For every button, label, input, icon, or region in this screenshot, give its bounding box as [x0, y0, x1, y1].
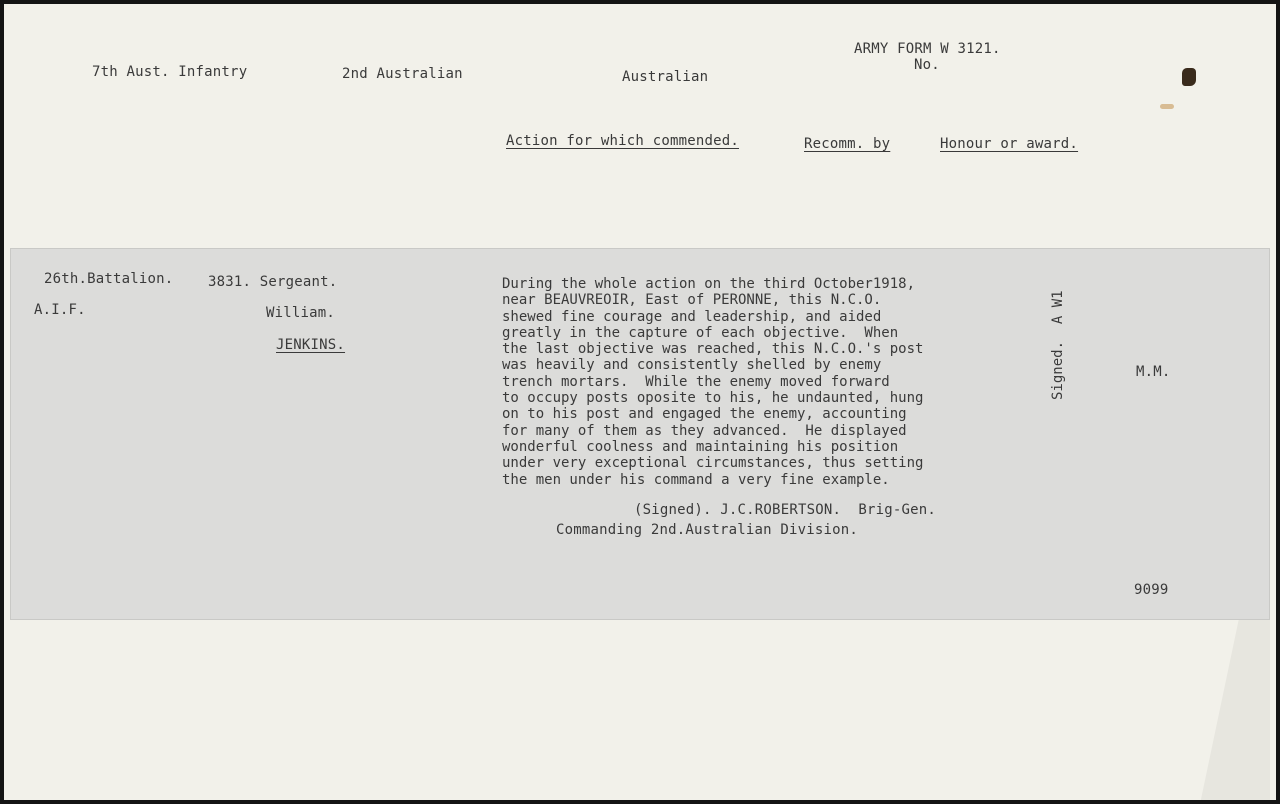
document-page	[4, 4, 1276, 800]
number-rank-label: 3831. Sergeant.	[208, 274, 338, 290]
column-heading-action: Action for which commended.	[506, 133, 739, 149]
column-heading-recomm: Recomm. by	[804, 136, 891, 152]
citation-line: for many of them as they advanced. He displayed	[502, 422, 907, 439]
surname-label: JENKINS.	[276, 337, 346, 353]
signature-line: (Signed). J.C.ROBERTSON. Brig-Gen.	[634, 502, 937, 518]
form-title: ARMY FORM W 3121.	[854, 41, 1001, 57]
unit-label: 7th Aust. Infantry	[92, 64, 248, 80]
command-line: Commanding 2nd.Australian Division.	[556, 522, 859, 538]
first-name-label: William.	[266, 305, 336, 321]
rust-mark	[1160, 104, 1174, 109]
citation-line: near BEAUVREOIR, East of PERONNE, this N.C.O.	[502, 292, 882, 309]
citation-line: was heavily and consistently shelled by enemy	[502, 357, 882, 374]
reference-number: 9099	[1134, 582, 1169, 598]
citation-line: the last objective was reached, this N.C.O.'s post	[502, 341, 924, 358]
citation-line: to occupy posts oposite to his, he undaunted, hung	[502, 390, 924, 407]
form-number-label: No.	[914, 57, 940, 73]
citation-line: During the whole action on the third October1918,	[502, 276, 916, 292]
column-heading-honour: Honour or award.	[940, 136, 1079, 152]
citation-line: trench mortars. While the enemy moved forward	[502, 373, 890, 390]
citation-text	[502, 276, 1022, 488]
citation-line: the men under his command a very fine example.	[502, 471, 890, 488]
award-label: M.M.	[1136, 364, 1171, 380]
citation-line: wonderful coolness and maintaining his position	[502, 438, 899, 455]
citation-line: shewed fine courage and leadership, and aided	[502, 308, 882, 325]
citation-line: under very exceptional circumstances, thus setting	[502, 455, 924, 472]
battalion-label: 26th.Battalion.	[44, 271, 174, 287]
ink-stain	[1182, 68, 1196, 86]
corps-label: Australian	[622, 69, 709, 85]
division-label: 2nd Australian	[342, 66, 463, 82]
aif-label: A.I.F.	[34, 302, 86, 318]
signed-margin-note: Signed. A W1	[1050, 290, 1066, 400]
citation-line: on to his post and engaged the enemy, accounting	[502, 406, 907, 423]
citation-line: greatly in the capture of each objective. When	[502, 324, 899, 341]
